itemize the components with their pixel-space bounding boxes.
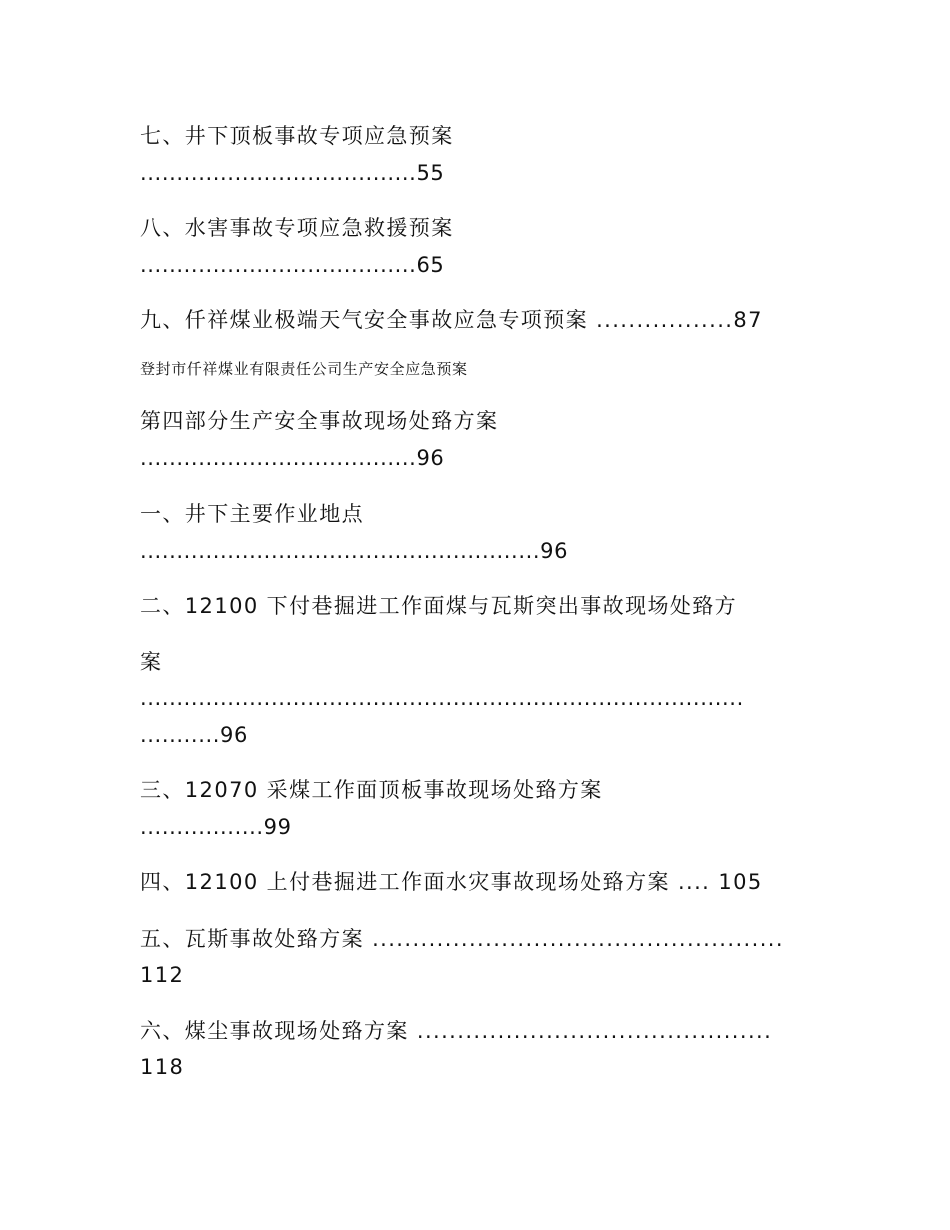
toc-sub-3-title[interactable]: 三、12070 采煤工作面顶板事故现场处臵方案 bbox=[140, 778, 603, 802]
toc-item-8-page: ......................................65 bbox=[140, 253, 445, 277]
toc-sub-1-title[interactable]: 一、井下主要作业地点 bbox=[140, 502, 364, 526]
toc-sub-6-page: 118 bbox=[140, 1055, 185, 1079]
toc-part4-page: ......................................96 bbox=[140, 446, 445, 470]
toc-sub-2-page: ...........96 bbox=[140, 723, 248, 747]
toc-sub-1-page: .......................................................96 bbox=[140, 539, 569, 563]
toc-sub-2-title-b[interactable]: 案 bbox=[140, 650, 163, 674]
toc-part4-title[interactable]: 第四部分生产安全事故现场处臵方案 bbox=[140, 409, 499, 433]
toc-item-7-title[interactable]: 七、井下顶板事故专项应急预案 bbox=[140, 124, 454, 148]
toc-item-7-page: ......................................55 bbox=[140, 161, 445, 185]
toc-sub-5[interactable]: 五、瓦斯事故处臵方案 ................................................... bbox=[140, 927, 784, 951]
toc-item-9[interactable]: 九、仟祥煤业极端天气安全事故应急专项预案 .................87 bbox=[140, 308, 763, 332]
toc-sub-5-page: 112 bbox=[140, 963, 185, 987]
toc-sub-4[interactable]: 四、12100 上付巷掘进工作面水灾事故现场处臵方案 .... 105 bbox=[140, 870, 763, 894]
toc-sub-6[interactable]: 六、煤尘事故现场处臵方案 ............................................ bbox=[140, 1019, 773, 1043]
toc-item-8-title[interactable]: 八、水害事故专项应急救援预案 bbox=[140, 216, 454, 240]
running-header: 登封市仟祥煤业有限责任公司生产安全应急预案 bbox=[140, 360, 468, 378]
toc-sub-2-dots: ................................................................................... bbox=[140, 686, 744, 710]
toc-sub-2-title-a[interactable]: 二、12100 下付巷掘进工作面煤与瓦斯突出事故现场处臵方 bbox=[140, 594, 738, 618]
toc-sub-3-page: .................99 bbox=[140, 815, 292, 839]
